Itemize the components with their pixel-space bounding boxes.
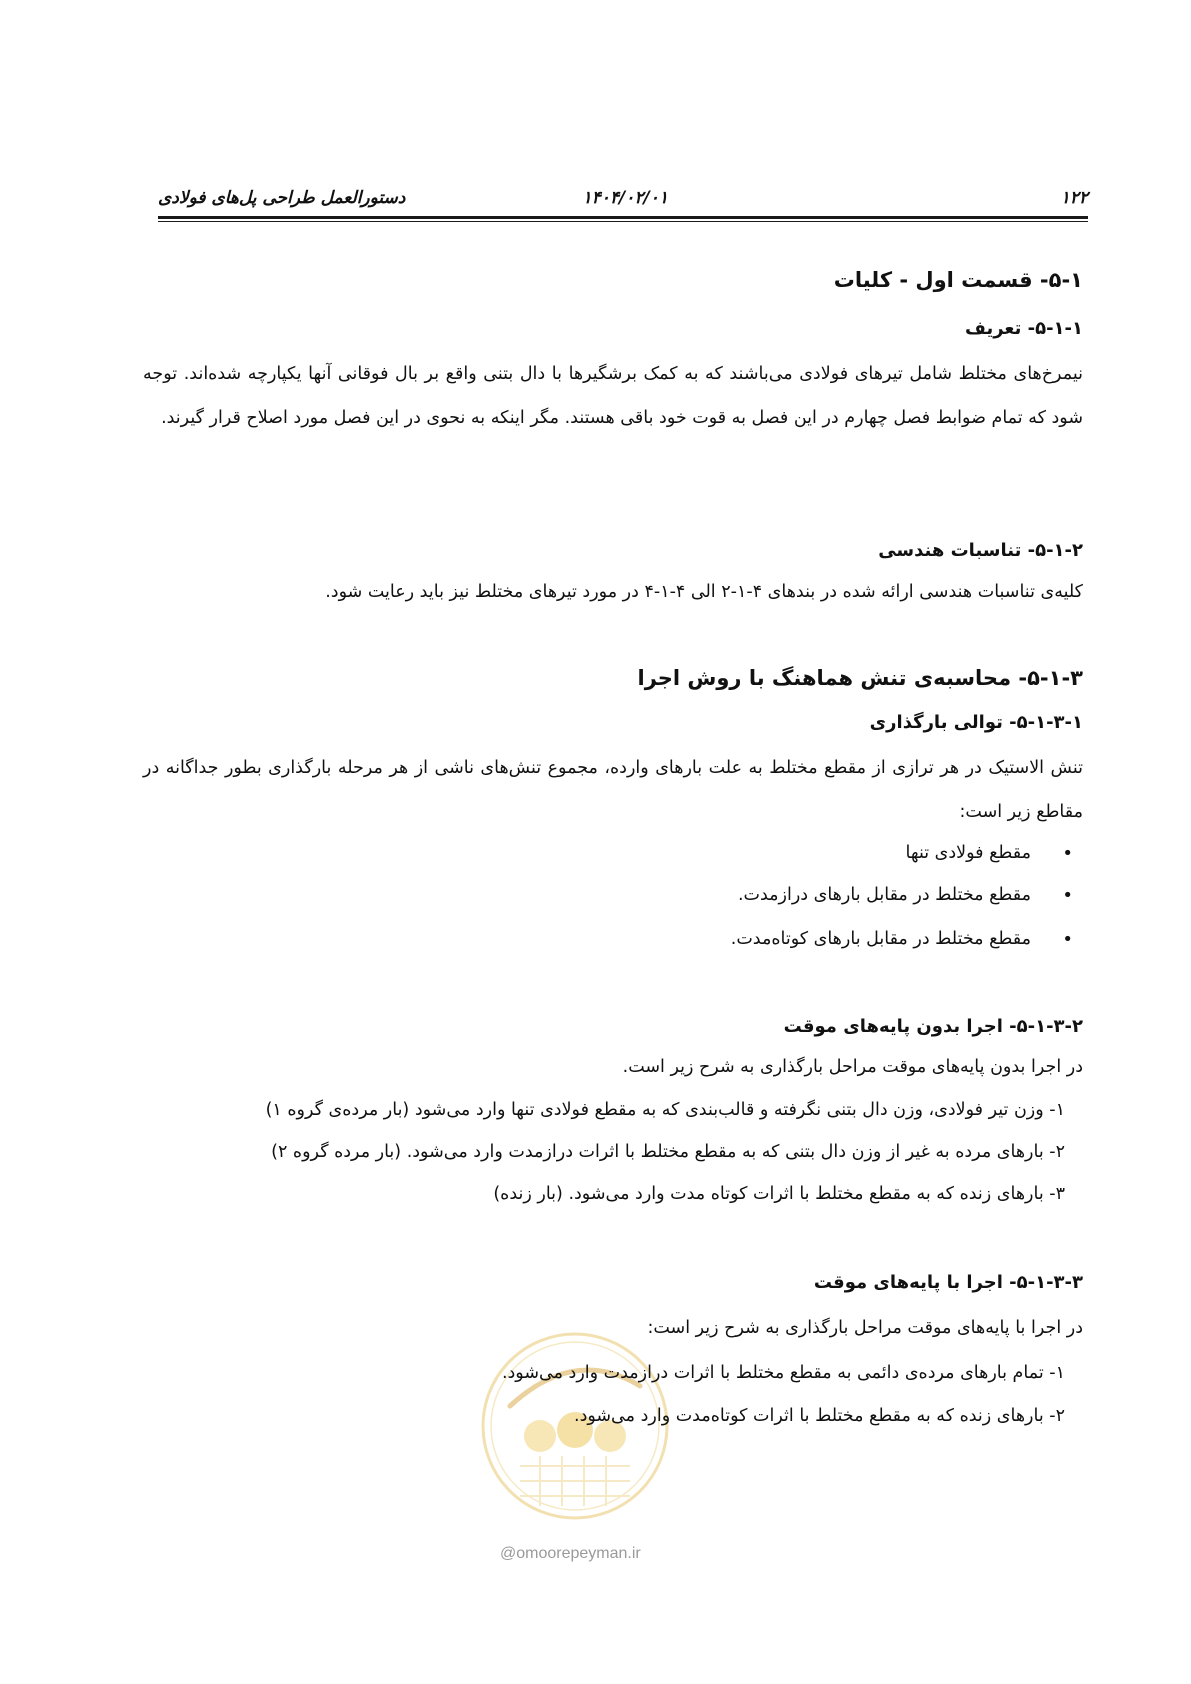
header-title: دستورالعمل طراحی پل‌های فولادی	[158, 188, 406, 208]
subsection-heading: ۵-۱-۲- تناسبات هندسی	[878, 540, 1083, 561]
subsection-heading: ۵-۱-۱- تعریف	[965, 318, 1083, 339]
numbered-item: ۲- بارهای مرده به غیر از وزن دال بتنی که به مقطع مختلط با اثرات درازمدت وارد می‌شود. (بار مرده گروه ۲)	[271, 1142, 1065, 1162]
numbered-item: ۳- بارهای زنده که به مقطع مختلط با اثرات کوتاه مدت وارد می‌شود. (بار زنده)	[493, 1184, 1065, 1204]
unshored-intro: در اجرا بدون پایه‌های موقت مراحل بارگذاری به شرح زیر است.	[622, 1057, 1083, 1077]
watermark-logo	[470, 1326, 680, 1526]
numbered-item: ۱- تمام بارهای مرده‌ی دائمی به مقطع مختلط با اثرات درازمدت وارد می‌شود.	[501, 1363, 1065, 1383]
subsection-heading: ۵-۱-۳-۳- اجرا با پایه‌های موقت	[813, 1272, 1083, 1293]
section-heading: ۵-۱-۳- محاسبه‌ی تنش هماهنگ با روش اجرا	[637, 666, 1083, 690]
load-sequence-paragraph: تنش الاستیک در هر ترازی از مقطع مختلط به علت بارهای وارده، مجموع تنش‌های ناشی از هر مرحله بارگذاری بطور جداگانه در مقاطع زیر است:	[143, 758, 1083, 822]
watermark-url: @omoorepeyman.ir	[500, 1545, 641, 1562]
header-rule-thick	[158, 216, 1088, 219]
shored-intro: در اجرا با پایه‌های موقت مراحل بارگذاری به شرح زیر است:	[647, 1318, 1083, 1338]
header-date: ۱۴۰۴/۰۲/۰۱	[582, 188, 668, 208]
geometry-paragraph: کلیه‌ی تناسبات هندسی ارائه شده در بندهای ۴-۱-۲ الی ۴-۱-۴ در مورد تیرهای مختلط نیز باید رعایت شود.	[325, 582, 1083, 602]
page-number: ۱۲۲	[1060, 188, 1088, 208]
section-heading: ۵-۱- قسمت اول - کلیات	[833, 268, 1083, 292]
running-header	[158, 188, 1088, 212]
bullet-item: • مقطع مختلط در مقابل بارهای کوتاه‌مدت.	[731, 929, 1031, 949]
bullet-item: • مقطع مختلط در مقابل بارهای درازمدت.	[738, 885, 1031, 905]
header-rule-thin	[158, 221, 1088, 222]
subsection-heading: ۵-۱-۳-۱- توالی بارگذاری	[869, 712, 1083, 733]
definition-paragraph: نیمرخ‌های مختلط شامل تیرهای فولادی می‌باشند که به کمک برشگیرها با دال بتنی واقع بر بال فوقانی آنها یکپارچه شده‌اند. توجه شود که تمام ضوابط فصل چهارم در این فصل به قوت خود باقی هستند. مگر اینکه به نحوی در این فصل مورد اصلاح قرار گیرند.	[143, 364, 1083, 428]
bullet-item: • مقطع فولادی تنها	[906, 843, 1031, 863]
numbered-item: ۱- وزن تیر فولادی، وزن دال بتنی نگرفته و قالب‌بندی که به مقطع فولادی تنها وارد می‌شود (بار مرده‌ی گروه ۱)	[265, 1100, 1065, 1120]
subsection-heading: ۵-۱-۳-۲- اجرا بدون پایه‌های موقت	[783, 1016, 1083, 1037]
numbered-item: ۲- بارهای زنده که به مقطع مختلط با اثرات کوتاه‌مدت وارد می‌شود.	[574, 1406, 1065, 1426]
